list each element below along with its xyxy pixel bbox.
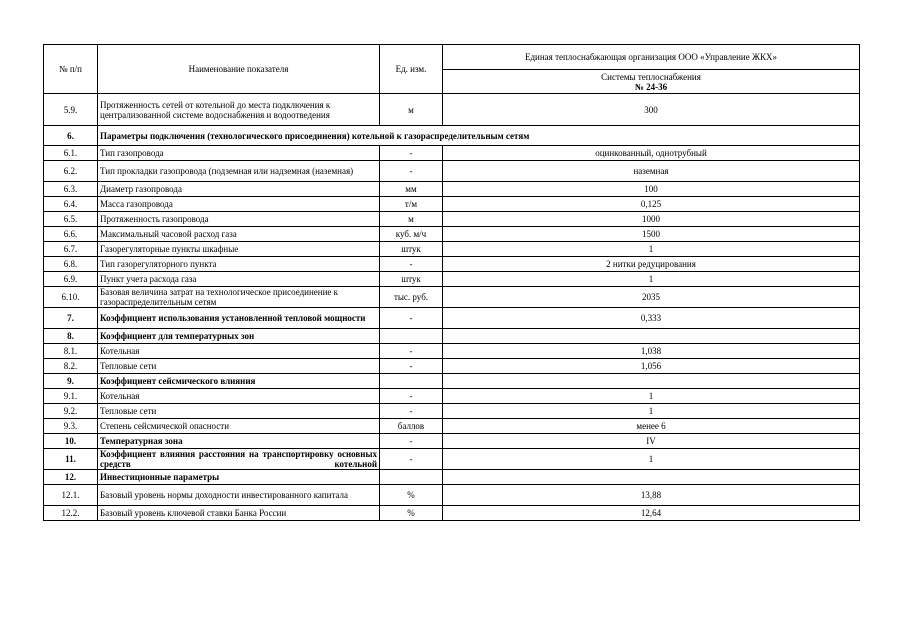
row-number: 6.2. <box>44 161 98 182</box>
row-number: 9.2. <box>44 404 98 419</box>
row-unit: м <box>380 94 443 126</box>
table-header-row <box>44 45 860 70</box>
row-value: 13,88 <box>443 485 860 506</box>
row-unit: т/м <box>380 197 443 212</box>
row-value: 1 <box>443 389 860 404</box>
row-number: 8. <box>44 329 98 344</box>
row-unit <box>380 329 443 344</box>
table-row <box>44 161 860 182</box>
table-section-row <box>44 374 860 389</box>
row-unit: - <box>380 434 443 449</box>
row-unit: баллов <box>380 419 443 434</box>
table-row <box>44 94 860 126</box>
header-systems <box>443 70 860 94</box>
row-unit <box>380 470 443 485</box>
row-name: Газорегуляторные пункты шкафные <box>98 242 380 257</box>
section-title: Инвестиционные параметры <box>98 470 380 485</box>
row-number: 5.9. <box>44 94 98 126</box>
row-value: 300 <box>443 94 860 126</box>
row-unit: - <box>380 389 443 404</box>
row-unit: - <box>380 359 443 374</box>
table-row <box>44 197 860 212</box>
table-row <box>44 344 860 359</box>
row-number: 6.6. <box>44 227 98 242</box>
row-number: 9.1. <box>44 389 98 404</box>
row-value: 1000 <box>443 212 860 227</box>
row-unit: - <box>380 404 443 419</box>
row-name: Тип газорегуляторного пункта <box>98 257 380 272</box>
row-unit: % <box>380 485 443 506</box>
row-name: Протяженность газопровода <box>98 212 380 227</box>
row-name: Коэффициент влияния расстояния на транспортировку основных средств котельной <box>98 449 380 470</box>
table-row <box>44 506 860 521</box>
row-value: 0,333 <box>443 308 860 329</box>
row-number: 6.1. <box>44 146 98 161</box>
row-unit: - <box>380 344 443 359</box>
table-row <box>44 257 860 272</box>
header-systems-number: № 24-36 <box>634 81 668 92</box>
row-value: 1 <box>443 242 860 257</box>
row-value: 1 <box>443 404 860 419</box>
header-name: Наименование показателя <box>98 45 380 94</box>
table-row <box>44 419 860 434</box>
row-value <box>443 470 860 485</box>
row-value: наземная <box>443 161 860 182</box>
row-number: 10. <box>44 434 98 449</box>
row-name: Тепловые сети <box>98 404 380 419</box>
table-section-row <box>44 470 860 485</box>
table-section-row <box>44 329 860 344</box>
row-number: 9. <box>44 374 98 389</box>
row-unit: % <box>380 506 443 521</box>
row-value: IV <box>443 434 860 449</box>
row-name: Тепловые сети <box>98 359 380 374</box>
table-row <box>44 404 860 419</box>
row-value: 1,056 <box>443 359 860 374</box>
table-row <box>44 272 860 287</box>
table-row <box>44 227 860 242</box>
row-unit: тыс. руб. <box>380 287 443 308</box>
row-unit: - <box>380 449 443 470</box>
row-number: 12.1. <box>44 485 98 506</box>
row-name: Диаметр газопровода <box>98 182 380 197</box>
header-systems-title: Системы теплоснабжения <box>601 71 701 82</box>
row-value: оцинкованный, однотрубный <box>443 146 860 161</box>
table-row <box>44 449 860 470</box>
row-value: 1,038 <box>443 344 860 359</box>
row-name: Котельная <box>98 389 380 404</box>
row-unit <box>380 374 443 389</box>
row-unit: штук <box>380 272 443 287</box>
section-title: Коэффициент для температурных зон <box>98 329 380 344</box>
row-unit: - <box>380 161 443 182</box>
row-number: 8.1. <box>44 344 98 359</box>
row-number: 12.2. <box>44 506 98 521</box>
row-value: 12,64 <box>443 506 860 521</box>
header-number: № п/п <box>44 45 98 94</box>
row-number: 6.5. <box>44 212 98 227</box>
row-number: 11. <box>44 449 98 470</box>
row-unit: м <box>380 212 443 227</box>
row-number: 6.10. <box>44 287 98 308</box>
row-value: 1 <box>443 449 860 470</box>
table-section-row <box>44 126 860 146</box>
row-unit: - <box>380 257 443 272</box>
row-value: 100 <box>443 182 860 197</box>
row-number: 8.2. <box>44 359 98 374</box>
table-row <box>44 146 860 161</box>
table-row <box>44 287 860 308</box>
row-number: 9.3. <box>44 419 98 434</box>
row-number: 6.8. <box>44 257 98 272</box>
tariff-parameters-table <box>43 44 860 521</box>
header-unit: Ед. изм. <box>380 45 443 94</box>
row-name: Масса газопровода <box>98 197 380 212</box>
row-name: Тип газопровода <box>98 146 380 161</box>
row-unit: мм <box>380 182 443 197</box>
row-number: 6.9. <box>44 272 98 287</box>
row-value: 0,125 <box>443 197 860 212</box>
table-row <box>44 359 860 374</box>
row-unit: - <box>380 146 443 161</box>
row-value: 2 нитки редуцирования <box>443 257 860 272</box>
table-row <box>44 242 860 257</box>
row-name: Коэффициент использования установленной тепловой мощности <box>98 308 380 329</box>
table-row <box>44 182 860 197</box>
section-title: Коэффициент сейсмического влияния <box>98 374 380 389</box>
row-value <box>443 374 860 389</box>
row-unit: - <box>380 308 443 329</box>
row-value: 2035 <box>443 287 860 308</box>
row-name: Базовый уровень ключевой ставки Банка России <box>98 506 380 521</box>
section-title: Параметры подключения (технологического присоединения) котельной к газораспределительным сетям <box>98 126 860 146</box>
table-row <box>44 212 860 227</box>
row-name: Протяженность сетей от котельной до места подключения к централизованной системе водоснабжения и водоотведения <box>98 94 380 126</box>
row-value <box>443 329 860 344</box>
row-name: Тип прокладки газопровода (подземная или надземная (наземная) <box>98 161 380 182</box>
table-row <box>44 434 860 449</box>
row-number: 7. <box>44 308 98 329</box>
row-name: Степень сейсмической опасности <box>98 419 380 434</box>
row-name: Температурная зона <box>98 434 380 449</box>
row-value: 1 <box>443 272 860 287</box>
table-row <box>44 485 860 506</box>
row-value: менее 6 <box>443 419 860 434</box>
row-name: Котельная <box>98 344 380 359</box>
table-row <box>44 308 860 329</box>
row-number: 6.4. <box>44 197 98 212</box>
row-name: Базовая величина затрат на технологическое присоединение к газораспределительным сетям <box>98 287 380 308</box>
table-row <box>44 389 860 404</box>
row-number: 6.3. <box>44 182 98 197</box>
row-value: 1500 <box>443 227 860 242</box>
row-name: Базовый уровень нормы доходности инвестированного капитала <box>98 485 380 506</box>
row-number: 6. <box>44 126 98 146</box>
row-name: Максимальный часовой расход газа <box>98 227 380 242</box>
row-number: 12. <box>44 470 98 485</box>
row-number: 6.7. <box>44 242 98 257</box>
row-name: Пункт учета расхода газа <box>98 272 380 287</box>
row-unit: куб. м/ч <box>380 227 443 242</box>
row-unit: штук <box>380 242 443 257</box>
header-organization: Единая теплоснабжающая организация ООО «Управление ЖКХ» <box>443 45 860 70</box>
